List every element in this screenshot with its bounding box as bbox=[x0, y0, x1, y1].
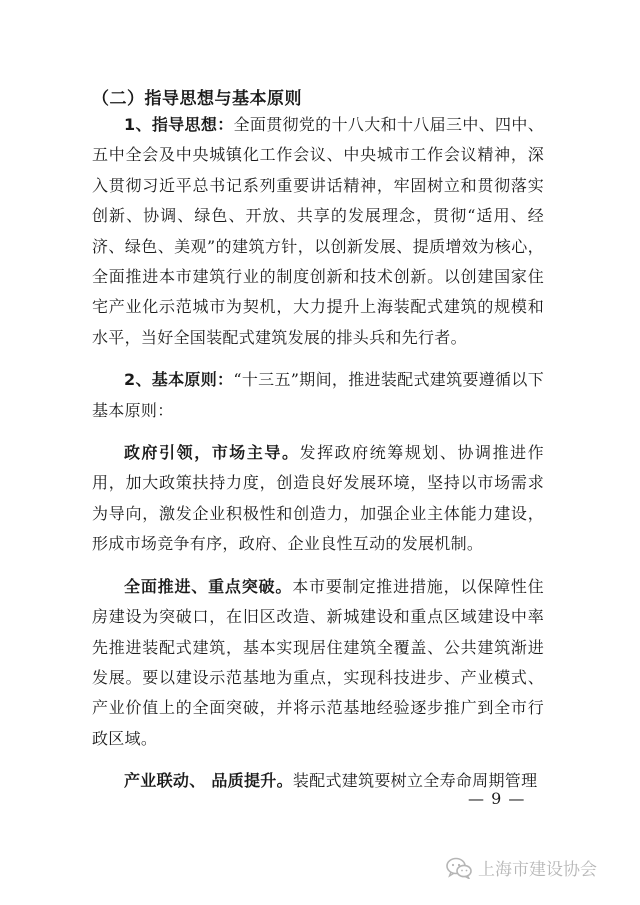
paragraph-lead: 2、基本原则： bbox=[124, 370, 234, 390]
page-number: — 9 — bbox=[468, 789, 526, 808]
watermark-text: 上海市建设协会 bbox=[478, 860, 597, 880]
paragraph-text: 装配式建筑要树立全寿命周期管理 bbox=[292, 771, 538, 791]
watermark bbox=[446, 855, 597, 880]
paragraph-lead: 政府引领，市场主导。 bbox=[124, 443, 300, 463]
paragraph-government-guidance bbox=[92, 438, 544, 560]
paragraph-basic-principles bbox=[92, 365, 544, 426]
paragraph-text: 本市要制定推进措施，以保障性住房建设为突破口，在旧区改造、新城建设和重点区域建设中率先推进装配式建筑，基本实现居住建筑全覆盖、公共建筑渐进发展。要以建设示范基地为重点，实现科技进步、产业模式、产业价值上的全面突破，并将示范基地经验逐步推广到全市行政区域。 bbox=[92, 576, 544, 748]
paragraph-guiding-ideology bbox=[92, 110, 544, 353]
paragraph-text: 全面贯彻党的十八大和十八届三中、四中、五中全会及中央城镇化工作会议、中央城市工作会议精神，深入贯彻习近平总书记系列重要讲话精神，牢固树立和贯彻落实创新、协调、绿色、开放、共享的发展理念，贯彻“适用、经济、绿色、美观”的建筑方针，以创新发展、提质增效为核心，全面推进本市建筑行业的制度创新和技术创新。以创建国家住宅产业化示范城市为契机，大力提升上海装配式建筑的规模和水平，当好全国装配式建筑发展的排头兵和先行者。 bbox=[92, 115, 544, 347]
paragraph-text: “十三五”期间，推进装配式建筑要遵循以下基本原则： bbox=[92, 370, 544, 420]
paragraph-text: 发挥政府统筹规划、协调推进作用，加大政策扶持力度，创造良好发展环境，坚持以市场需求为导向，激发企业积极性和创造力，加强企业主体能力建设，形成市场竞争有序，政府、企业良性互动的发展机制。 bbox=[92, 443, 544, 554]
document-body bbox=[92, 110, 544, 797]
paragraph-lead: 1、指导思想： bbox=[124, 115, 234, 134]
paragraph-comprehensive-promotion bbox=[92, 572, 544, 754]
paragraph-lead: 全面推进、重点突破。 bbox=[124, 576, 293, 596]
section-heading: （二）指导思想与基本原则 bbox=[92, 89, 302, 109]
paragraph-lead: 产业联动、 品质提升。 bbox=[124, 771, 293, 791]
wechat-icon bbox=[446, 857, 472, 879]
